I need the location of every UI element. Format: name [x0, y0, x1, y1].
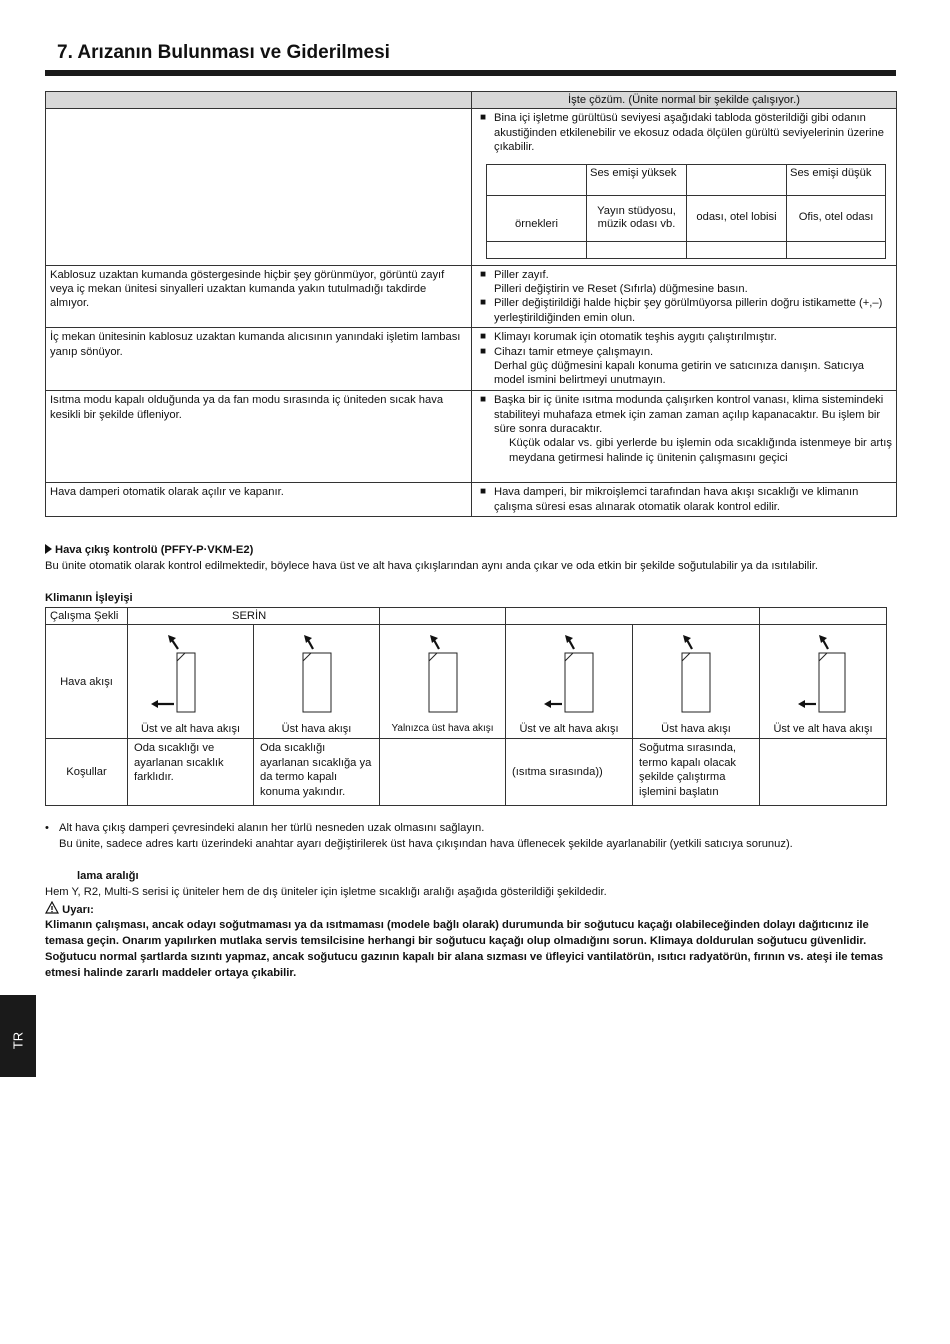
solution-bullet: ■ Klimayı korumak için otomatik teşhis aygıtı çalıştırılmıştır.	[476, 330, 892, 344]
condition-cell	[760, 739, 887, 806]
table-row	[46, 328, 897, 391]
solution-bullet: ■ Piller zayıf.	[476, 268, 892, 282]
symptom-cell: Kablosuz uzaktan kumanda göstergesinde hiçbir şey görünmüyor, görüntü zayıf veya iç mekan ünitesi sinyalleri uzaktan kumanda yakın tutulmadığı takdirde almıyor.	[46, 265, 472, 328]
section-text: Bu ünite otomatik olarak kontrol edilmektedir, böylece hava üst ve alt hava çıkışlarından aynı anda çıkar ve oda etkin bir şekilde soğutulabilir ya da ısıtılabilir.	[45, 560, 818, 572]
noise-cell: Ses emişi yüksek	[587, 164, 687, 195]
title-rule	[45, 70, 896, 76]
solution-cell	[472, 391, 897, 483]
flow-caption: Üst hava akışı	[661, 723, 731, 735]
solution-cell	[472, 483, 897, 517]
table-row	[46, 391, 897, 483]
noise-table	[486, 164, 886, 259]
conditions-label: Koşullar	[46, 739, 128, 806]
noise-cell: Ofis, otel odası	[787, 195, 886, 241]
table-row	[46, 109, 897, 265]
flow-caption: Yalnızca üst hava akışı	[391, 723, 494, 734]
table-header-row	[46, 92, 897, 109]
solution-bullet: ■ Bina içi işletme gürültüsü seviyesi aşağıdaki tabloda gösterildiği gibi odanın akustiğinden etkilenebilir ve ekosuz odada ölçülen gürültü seviyelerinin üzerine çıkabilir.	[476, 111, 892, 154]
condition-cell: Soğutma sırasında, termo kapalı olacak şekilde çalıştırma işlemini başlatın	[633, 739, 760, 806]
condition-cell	[380, 739, 506, 806]
solution-text: Derhal güç düğmesini kapalı konuma getirin ve satıcınıza danışın. Satıcıya model ismini belirtmeyi unutmayın.	[494, 360, 865, 387]
operation-table	[45, 607, 887, 806]
noise-cell	[487, 241, 587, 258]
flow-cell	[254, 625, 380, 739]
condition-cell: Oda sıcaklığı ve ayarlanan sıcaklık farklıdır.	[128, 739, 254, 806]
flow-cell	[506, 625, 633, 739]
flow-caption: Üst ve alt hava akışı	[773, 723, 873, 735]
flow-caption: Üst ve alt hava akışı	[519, 723, 619, 735]
flow-caption: Üst hava akışı	[281, 723, 352, 735]
noise-cell: Yayın stüdyosu, müzik odası vb.	[587, 195, 687, 241]
section-heading: lama aralığı	[77, 870, 139, 882]
note-bullet: •	[45, 822, 49, 834]
warning-label: Uyarı:	[62, 903, 94, 916]
noise-cell: örnekleri	[487, 195, 587, 241]
triangle-icon	[45, 544, 52, 554]
mode-value	[760, 608, 887, 625]
solution-text: Pilleri değiştirin ve Reset (Sıfırla) düğmesine basın.	[494, 283, 748, 296]
warning-text: Klimanın çalışması, ancak odayı soğutmaması ya da ısıtmaması (modele bağlı olarak) durumunda bir soğutucu kaçağı olabileceğinden dolayı dağıtıcınız ile temasa geçin. Onarım yapılırken mutlaka servis temsilcisine herhangi bir soğutucu kaçağı olup olmadığını sorun. Klimaya doldurulan soğutucu güvenlidir. Soğutucu normal şartlarda sızıntı yapmaz, ancak soğutucu gazının kapalı bir alana sızması ve üfleyici vantilatörün, ısıtıcı radyatörün, fırının vs. ateşi ile temas etmesi halinde zararlı maddeler ortaya çıkabilir.	[45, 919, 884, 979]
header-left	[46, 92, 472, 109]
noise-cell: Ses emişi düşük	[787, 164, 886, 195]
note-line: Bu ünite, sadece adres kartı üzerindeki anahtar ayarı değiştirilerek üst hava çıkışından hava üflenecek şekilde ayarlanabilir (yetkili satıcıya sorunuz).	[59, 837, 793, 850]
condition-cell: (ısıtma sırasında))	[506, 739, 633, 806]
noise-cell	[687, 241, 787, 258]
mode-row	[46, 608, 887, 625]
page-title: 7. Arızanın Bulunması ve Giderilmesi	[57, 42, 390, 63]
flow-caption: Üst ve alt hava akışı	[140, 723, 241, 735]
solution-bullet: ■ Piller değiştirildiği halde hiçbir şey görülmüyorsa pillerin doğru istikamette (+,–) yerleştirildiğinden emin olun.	[476, 296, 892, 325]
noise-cell	[687, 164, 787, 195]
symptom-cell	[46, 109, 472, 265]
flow-row	[46, 625, 887, 739]
solution-bullet: ■ Başka bir iç ünite ısıtma modunda çalışırken kontrol vanası, klima sistemindeki stabiliteyi muhafaza etmek için zaman zaman açılıp kapanacaktır. Bu işlem bir süre sonra duracaktır.	[476, 393, 892, 436]
section-heading	[45, 543, 253, 558]
solution-bullet: ■ Cihazı tamir etmeye çalışmayın.	[476, 345, 892, 359]
condition-cell: Oda sıcaklığı ayarlanan sıcaklığa ya da termo kapalı konuma yakındır.	[254, 739, 380, 806]
solution-note: Küçük odalar vs. gibi yerlerde bu işlemin oda sıcaklığında istenmeye bir artış meydana getirmesi halinde iç ünitenin çalışmasını geçici	[509, 437, 892, 464]
solution-cell	[472, 265, 897, 328]
symptom-cell: İç mekan ünitesinin kablosuz uzaktan kumanda alıcısının yanındaki işletim lambası yanıp sönüyor.	[46, 328, 472, 391]
troubleshooting-table	[45, 91, 897, 517]
warning-icon	[45, 901, 59, 914]
notes	[45, 821, 793, 852]
flow-cell	[760, 625, 887, 739]
flow-label: Hava akışı	[46, 625, 128, 739]
noise-cell	[487, 164, 587, 195]
solution-cell	[472, 109, 897, 265]
language-tab	[0, 995, 36, 1077]
mode-value	[380, 608, 506, 625]
header-right: İşte çözüm. (Ünite normal bir şekilde çalışıyor.)	[472, 92, 897, 109]
mode-value: SERİN	[128, 608, 380, 625]
note-text: Alt hava çıkış damperi çevresindeki alanın her türlü nesneden uzak olmasını sağlayın.	[59, 822, 485, 834]
symptom-cell: Isıtma modu kapalı olduğunda ya da fan modu sırasında iç üniteden sıcak hava kesikli bir şekilde üfleniyor.	[46, 391, 472, 483]
flow-cell	[128, 625, 254, 739]
mode-value	[506, 608, 760, 625]
noise-cell	[787, 241, 886, 258]
noise-cell	[587, 241, 687, 258]
conditions-row	[46, 739, 887, 806]
solution-bullet: ■ Hava damperi, bir mikroişlemci tarafından hava akışı sıcaklığı ve klimanın çalışma süresi esas alınarak otomatik olarak kontrol edilir.	[476, 485, 892, 514]
table-row	[46, 483, 897, 517]
noise-cell: odası, otel lobisi	[687, 195, 787, 241]
symptom-cell: Hava damperi otomatik olarak açılır ve kapanır.	[46, 483, 472, 517]
note-line	[45, 821, 793, 837]
subheading: Klimanın İşleyişi	[45, 592, 133, 604]
section-heading-text: Hava çıkış kontrolü (PFFY-P·VKM-E2)	[55, 544, 254, 556]
flow-cell	[380, 625, 506, 739]
operating-range-section	[45, 869, 895, 982]
table-row	[46, 265, 897, 328]
flow-cell	[633, 625, 760, 739]
warning-heading	[45, 901, 895, 919]
solution-cell	[472, 328, 897, 391]
language-tab-label: TR	[10, 1031, 26, 1050]
mode-label: Çalışma Şekli	[46, 608, 128, 625]
section-text: Hem Y, R2, Multi-S serisi iç üniteler hem de dış üniteler için işletme sıcaklığı aralığı aşağıda gösterildiği şekildedir.	[45, 885, 607, 898]
